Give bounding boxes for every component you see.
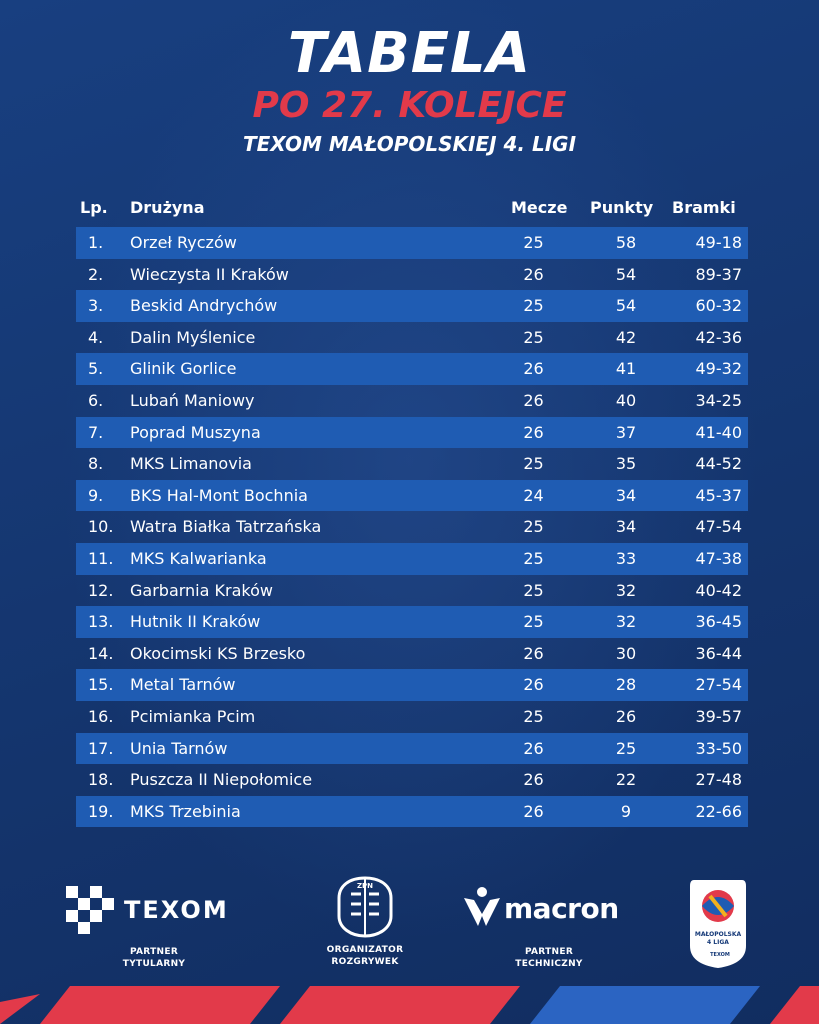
- texom-logo: [66, 880, 248, 940]
- badge-line-2: 4 LIGA: [707, 939, 729, 946]
- table-row: [76, 448, 748, 480]
- table-row: [76, 290, 748, 322]
- texom-checker-icon: [66, 886, 114, 934]
- row-matches: 25: [523, 548, 544, 568]
- row-goals: 34-25: [695, 390, 742, 410]
- row-matches: 25: [523, 517, 544, 537]
- row-points: 35: [615, 454, 637, 474]
- row-goals: 33-50: [695, 738, 742, 758]
- stripe-red-1: [40, 986, 280, 1024]
- macron-caption-line-2: TECHNICZNY: [515, 959, 583, 969]
- row-points: 32: [615, 612, 637, 632]
- stripe-red-2: [280, 986, 520, 1024]
- row-lp: 14.: [88, 643, 114, 663]
- table-row: [76, 259, 748, 291]
- macron-caption: [464, 946, 634, 970]
- table-row: [76, 638, 748, 670]
- row-lp: 19.: [88, 801, 114, 821]
- row-lp: 1.: [88, 233, 104, 252]
- sponsor-organizer: [310, 876, 420, 968]
- table-row: [76, 796, 748, 828]
- row-goals: 27-48: [695, 770, 742, 790]
- col-lp: Lp.: [80, 198, 108, 217]
- row-team: Metal Tarnów: [130, 675, 236, 695]
- table-row: [76, 511, 748, 543]
- row-points: 33: [615, 548, 637, 568]
- row-goals: 60-32: [695, 296, 742, 316]
- macron-logo: [464, 882, 634, 934]
- row-matches: 24: [523, 485, 544, 505]
- row-team: Pcimianka Pcim: [130, 706, 256, 726]
- row-goals: 47-38: [695, 548, 742, 568]
- row-lp: 3.: [88, 296, 104, 316]
- page-subtitle: PO 27. KOLEJCE: [252, 85, 567, 126]
- row-matches: 26: [523, 264, 544, 284]
- row-goals: 49-18: [695, 233, 742, 252]
- row-lp: 5.: [88, 359, 104, 379]
- stripe-red-left: [0, 994, 40, 1024]
- macron-hero-icon: [464, 886, 500, 930]
- row-matches: 25: [523, 612, 544, 632]
- row-lp: 12.: [88, 580, 114, 600]
- league-name: TEXOM MAŁOPOLSKIEJ 4. LIGI: [242, 132, 577, 156]
- row-goals: 47-54: [695, 517, 742, 537]
- texom-caption-line-2: TYTULARNY: [122, 959, 186, 969]
- row-points: 32: [615, 580, 637, 600]
- row-team: Glinik Gorlice: [130, 359, 237, 379]
- row-matches: 25: [523, 454, 544, 474]
- organizer-caption-line-2: ROZGRYWEK: [331, 957, 399, 967]
- league-badge: [688, 876, 748, 970]
- table-row: [76, 322, 748, 354]
- row-team: Dalin Myślenice: [130, 327, 256, 347]
- row-points: 34: [615, 517, 637, 537]
- row-lp: 10.: [88, 517, 114, 537]
- zpn-shield-icon: [337, 876, 393, 938]
- table-row: [76, 669, 748, 701]
- table-row: [76, 701, 748, 733]
- row-matches: 26: [523, 643, 544, 663]
- row-points: 58: [615, 233, 637, 252]
- row-points: 26: [615, 706, 637, 726]
- row-lp: 9.: [88, 485, 104, 505]
- col-points: Punkty: [590, 198, 654, 217]
- row-matches: 26: [523, 738, 544, 758]
- league-badge-icon: [688, 876, 748, 970]
- row-goals: 36-45: [695, 612, 742, 632]
- col-team: Drużyna: [130, 198, 205, 217]
- row-goals: 41-40: [695, 422, 742, 442]
- row-matches: 25: [523, 233, 544, 252]
- row-team: MKS Trzebinia: [130, 801, 241, 821]
- row-team: Poprad Muszyna: [130, 422, 261, 442]
- row-points: 28: [615, 675, 637, 695]
- texom-caption: [66, 946, 242, 970]
- row-matches: 26: [523, 675, 544, 695]
- row-lp: 2.: [88, 264, 104, 284]
- row-points: 54: [615, 264, 637, 284]
- sponsor-texom: [66, 880, 248, 970]
- row-points: 22: [615, 770, 637, 790]
- col-goals: Bramki: [672, 198, 736, 217]
- row-points: 34: [615, 485, 637, 505]
- badge-line-3: TEXOM: [710, 952, 730, 958]
- row-lp: 6.: [88, 390, 104, 410]
- row-team: Wieczysta II Kraków: [130, 264, 289, 284]
- decorative-stripes: [0, 984, 819, 1024]
- row-team: Beskid Andrychów: [130, 296, 278, 316]
- row-matches: 26: [523, 390, 544, 410]
- organizer-caption-line-1: ORGANIZATOR: [326, 945, 404, 955]
- col-matches: Mecze: [511, 198, 568, 217]
- row-points: 30: [615, 643, 637, 663]
- row-lp: 4.: [88, 327, 104, 347]
- table-row: [76, 575, 748, 607]
- badge-line-1: MAŁOPOLSKA: [694, 931, 742, 938]
- row-team: MKS Limanovia: [130, 454, 252, 474]
- sponsors-bar: [0, 876, 819, 976]
- row-points: 9: [620, 801, 632, 821]
- table-row: [76, 480, 748, 512]
- row-lp: 16.: [88, 706, 114, 726]
- row-points: 41: [615, 359, 637, 379]
- row-points: 54: [615, 296, 637, 316]
- row-team: BKS Hal-Mont Bochnia: [130, 485, 308, 505]
- row-lp: 7.: [88, 422, 104, 442]
- row-team: Lubań Maniowy: [130, 390, 255, 410]
- row-lp: 11.: [88, 548, 114, 568]
- row-matches: 26: [523, 422, 544, 442]
- row-matches: 26: [523, 801, 544, 821]
- macron-logo-text: macron: [504, 891, 619, 925]
- row-goals: 44-52: [695, 454, 742, 474]
- stripe-red-right: [770, 986, 819, 1024]
- row-team: Garbarnia Kraków: [130, 580, 273, 600]
- row-lp: 17.: [88, 738, 114, 758]
- texom-caption-line-1: PARTNER: [129, 947, 179, 957]
- zpn-logo-text: ZPN: [356, 882, 374, 890]
- row-team: Watra Białka Tatrzańska: [130, 517, 322, 537]
- row-points: 25: [615, 738, 637, 758]
- table-row: [76, 733, 748, 765]
- row-lp: 13.: [88, 612, 114, 632]
- table-row: [76, 417, 748, 449]
- organizer-caption: [310, 944, 420, 968]
- row-goals: 22-66: [695, 801, 742, 821]
- row-goals: 36-44: [695, 643, 742, 663]
- row-team: Unia Tarnów: [130, 738, 228, 758]
- table-header: [0, 198, 819, 220]
- table-row: [76, 353, 748, 385]
- row-goals: 42-36: [695, 327, 742, 347]
- table-row: [76, 764, 748, 796]
- row-lp: 18.: [88, 770, 114, 790]
- row-goals: 27-54: [695, 675, 742, 695]
- row-goals: 40-42: [695, 580, 742, 600]
- texom-logo-text: TEXOM: [124, 896, 229, 924]
- row-points: 42: [615, 327, 637, 347]
- header: [0, 22, 819, 158]
- row-goals: 89-37: [695, 264, 742, 284]
- row-points: 40: [615, 390, 637, 410]
- row-matches: 25: [523, 327, 544, 347]
- row-team: MKS Kalwarianka: [130, 548, 267, 568]
- row-team: Hutnik II Kraków: [130, 612, 261, 632]
- row-lp: 15.: [88, 675, 114, 695]
- table-row: [76, 543, 748, 575]
- row-goals: 49-32: [695, 359, 742, 379]
- row-team: Puszcza II Niepołomice: [130, 770, 313, 790]
- row-points: 37: [615, 422, 637, 442]
- table-row: [76, 385, 748, 417]
- row-team: Orzeł Ryczów: [130, 233, 237, 252]
- standings-table: [76, 227, 748, 827]
- table-row: [76, 227, 748, 259]
- row-matches: 25: [523, 580, 544, 600]
- row-lp: 8.: [88, 454, 104, 474]
- row-matches: 25: [523, 706, 544, 726]
- row-matches: 26: [523, 770, 544, 790]
- table-row: [76, 606, 748, 638]
- row-matches: 26: [523, 359, 544, 379]
- row-goals: 45-37: [695, 485, 742, 505]
- page-title: TABELA: [287, 21, 532, 86]
- macron-caption-line-1: PARTNER: [524, 947, 574, 957]
- row-matches: 25: [523, 296, 544, 316]
- stripe-blue: [530, 986, 760, 1024]
- row-goals: 39-57: [695, 706, 742, 726]
- sponsor-macron: [464, 882, 634, 970]
- row-team: Okocimski KS Brzesko: [130, 643, 306, 663]
